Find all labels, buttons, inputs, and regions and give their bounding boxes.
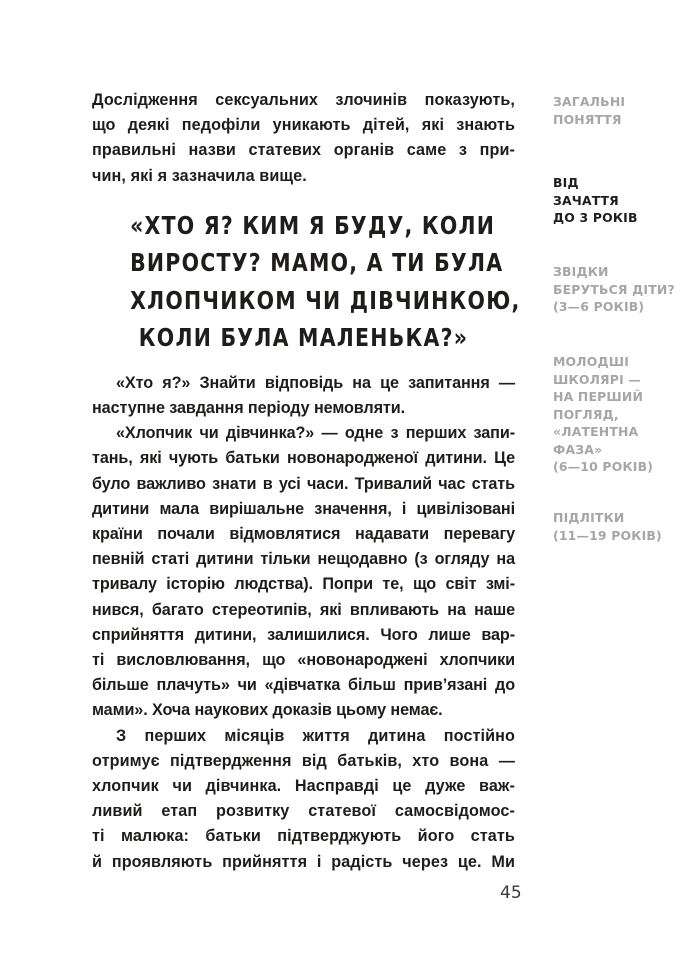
text-line: країни почали відмовлятися надавати перевагу — [92, 525, 515, 544]
sidebar-item-label: ДО 3 РОКІВ — [553, 210, 638, 225]
sidebar-item-label: (6—10 РОКІВ) — [553, 459, 654, 474]
text-line: нився, багато стереотипів, які впливають на наше — [92, 600, 515, 619]
text-line: певній статі дитини тільки нещодавно (з огляду на — [92, 550, 515, 569]
body-paragraph-3 — [92, 724, 515, 875]
sidebar-item-conception-to-3[interactable] — [553, 174, 638, 227]
text-line: Дослідження сексуальних злочинів показують, — [92, 91, 515, 109]
text-line: й проявляють прийняття і радість через це. Ми — [92, 852, 515, 871]
sidebar-item-label: ПІДЛІТКИ — [553, 510, 625, 525]
text-line: правильні назви статевих органів саме з при- — [92, 141, 515, 160]
text-line: ті висловлювання, що «новонароджені хлопчики — [92, 651, 515, 670]
heading-line: КОЛИ БУЛА МАЛЕНЬКА?» — [138, 323, 469, 353]
sidebar-item-label: ПОГЛЯД, — [553, 406, 619, 422]
text-line: більше плачуть» чи «дівчатка більш прив’язані до — [92, 676, 515, 695]
sidebar-item-label: ФАЗА» — [553, 441, 603, 457]
text-line: ливий етап розвитку статевої самосвідомос- — [92, 802, 515, 821]
text-line: «Хлопчик чи дівчинка?» — одне з перших запи- — [116, 424, 515, 443]
sidebar-item-general-concepts[interactable] — [553, 93, 625, 128]
sidebar-item-label: «ЛАТЕНТНА — [553, 424, 639, 439]
text-line: було важливо знати в усі часи. Тривалий час стать — [92, 474, 515, 493]
text-line: ті малюка: батьки підтверджують його стать — [92, 827, 515, 846]
section-heading — [130, 207, 521, 357]
text-line: мами». Хоча наукових доказів цьому немає. — [92, 701, 443, 720]
text-line: наступне завдання періоду немовляти. — [92, 399, 406, 418]
sidebar-item-label: ЗВІДКИ — [553, 264, 609, 279]
text-line: хлопчик чи дівчинка. Насправді це дуже важ- — [92, 777, 515, 796]
sidebar-item-label: ЗАГАЛЬНІ — [553, 94, 626, 109]
sidebar-item-label: (3—6 РОКІВ) — [553, 299, 645, 314]
body-paragraph-2 — [92, 421, 515, 723]
text-line: отримує підтвердження від батьків, хто вона — — [92, 751, 515, 770]
sidebar-item-label: МОЛОДШІ — [553, 354, 630, 369]
text-line: тань, які чують батьки новонародженої дитини. Це — [92, 449, 515, 468]
text-line: чин, які я зазначила вище. — [92, 166, 307, 185]
sidebar-item-label: ВІД — [553, 175, 579, 190]
text-line: дитини мала вирішальне значення, і цивілізовані — [92, 499, 515, 518]
sidebar-item-label: (11—19 РОКІВ) — [553, 527, 662, 543]
heading-line: ВИРОСТУ? МАМО, А ТИ БУЛА — [130, 248, 504, 278]
heading-line: ХЛОПЧИКОМ ЧИ ДІВЧИНКОЮ, — [130, 285, 521, 315]
page-number: 45 — [500, 883, 522, 903]
text-line: «Хто я?» Знайти відповідь на це запитання — — [116, 373, 515, 392]
text-line: З перших місяців життя дитина постійно — [116, 726, 515, 745]
sidebar-item-label: БЕРУТЬСЯ ДІТИ? — [553, 281, 675, 297]
sidebar-item-label: НА ПЕРШИЙ — [553, 389, 644, 404]
sidebar-item-label: ПОНЯТТЯ — [553, 111, 622, 127]
intro-paragraph — [92, 88, 515, 189]
sidebar-item-teenagers[interactable] — [553, 509, 662, 544]
main-text-column — [92, 88, 521, 875]
text-line: тривалу історію людства). Попри те, що світ змі- — [92, 575, 515, 594]
sidebar-item-label: ШКОЛЯРІ — — [553, 371, 641, 387]
sidebar-item-younger-schoolchildren[interactable] — [553, 353, 653, 476]
sidebar-item-where-children-come-from[interactable] — [553, 263, 675, 316]
text-line: що деякі педофіли уникають дітей, які знають — [92, 116, 515, 135]
sidebar-item-label: ЗАЧАТТЯ — [553, 192, 619, 208]
heading-line: «ХТО Я? КИМ Я БУДУ, КОЛИ — [130, 210, 496, 240]
text-line: сприйняття дитини, залишилися. Чого лише вар- — [92, 625, 515, 644]
body-paragraph-1 — [92, 371, 515, 421]
